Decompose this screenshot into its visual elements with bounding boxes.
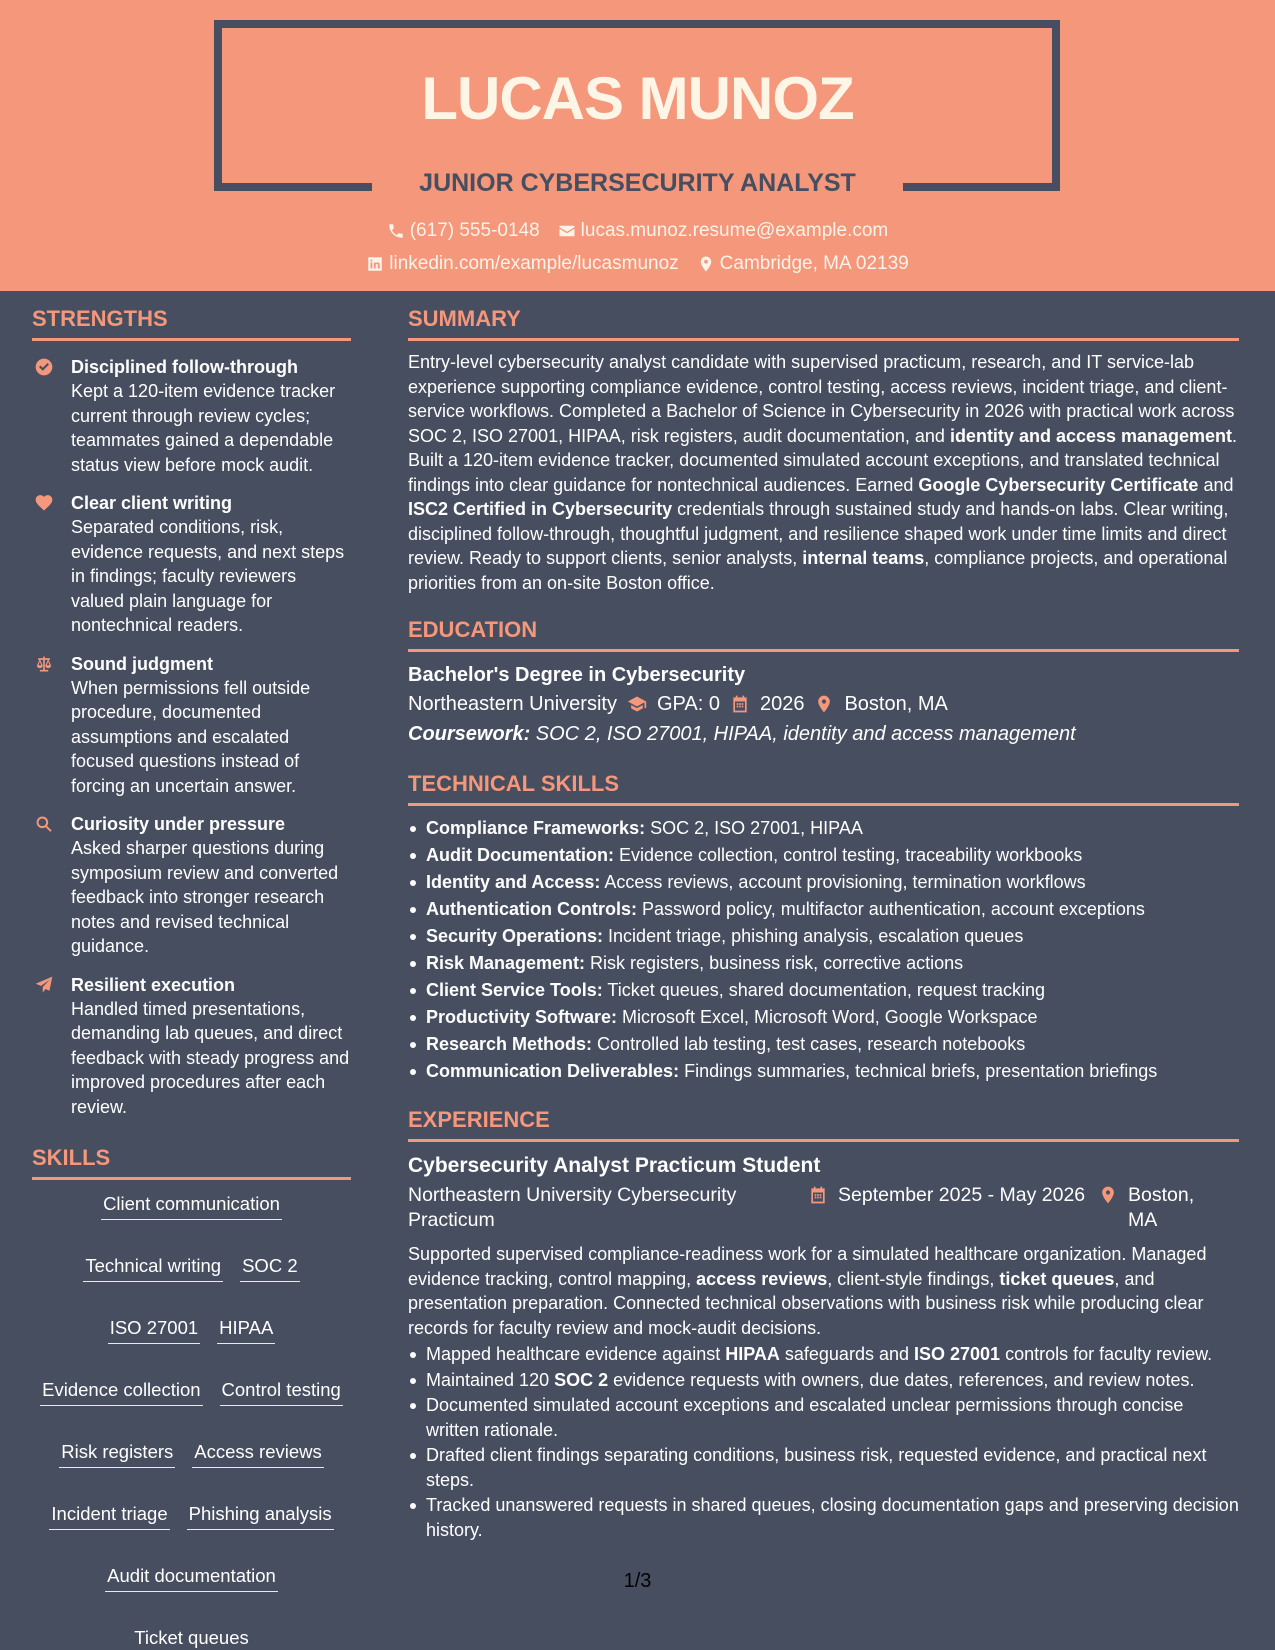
education-details	[408, 689, 1239, 719]
skill-tag: Evidence collection	[40, 1378, 202, 1406]
page-indicator: 1/3	[623, 1570, 652, 1592]
skill-tag: SOC 2	[240, 1254, 300, 1282]
technical-skills-list	[408, 815, 1239, 1085]
job-title-heading: JUNIOR CYBERSECURITY ANALYST	[419, 169, 856, 197]
position-location	[1098, 1183, 1228, 1233]
list-item: Documented simulated account exceptions and escalated unclear permissions through concise written rationale.	[408, 1393, 1239, 1442]
strengths-heading: STRENGTHS	[32, 304, 351, 341]
skill-tag: Incident triage	[49, 1502, 169, 1530]
strength-text: Handled timed presentations, demanding lab queues, and direct feedback with steady progress and improved procedures after each review.	[71, 998, 350, 1117]
experience-heading: EXPERIENCE	[408, 1105, 1239, 1142]
list-item: Identity and Access: Access reviews, account provisioning, termination workflows	[408, 869, 1239, 896]
right-column	[408, 304, 1239, 1543]
position-description: Supported supervised compliance-readiness work for a simulated healthcare organization. Managed evidence tracking, control mapping, access reviews, client-style findings, ticket queues, and presentation preparation. Connected technical observations with business risk while producing clear records for faculty review and mock-audit decisions.	[408, 1244, 1207, 1338]
location-text: Cambridge, MA 02139	[719, 253, 909, 274]
strength-text: When permissions fell outside procedure, documented assumptions and escalated focused questions instead of forcing an uncertain answer.	[71, 677, 311, 796]
year-item	[730, 689, 805, 719]
gpa-item	[627, 689, 720, 719]
gpa-text: GPA: 0	[656, 693, 720, 715]
paper-plane-icon	[34, 975, 54, 995]
coursework-line: Coursework: SOC 2, ISO 27001, HIPAA, identity and access management	[408, 723, 1076, 745]
phone-contact[interactable]	[387, 220, 540, 242]
list-item: Risk Management: Risk registers, business risk, corrective actions	[408, 950, 1239, 977]
list-item: Client Service Tools: Ticket queues, shared documentation, request tracking	[408, 977, 1239, 1004]
graduation-cap-icon	[627, 694, 647, 714]
school-location: Boston, MA	[844, 693, 948, 715]
list-item: Compliance Frameworks: SOC 2, ISO 27001, HIPAA	[408, 815, 1239, 842]
location-text: Boston, MA	[1128, 1184, 1195, 1231]
contact-row	[0, 220, 1275, 242]
header-frame	[214, 20, 1060, 28]
strength-item	[32, 491, 351, 638]
strength-item	[32, 652, 351, 799]
balance-scale-icon	[34, 654, 54, 674]
school-name: Northeastern University	[408, 693, 617, 715]
strength-title: Disciplined follow-through	[71, 357, 298, 377]
phone-text: (617) 555-0148	[409, 220, 540, 241]
check-circle-icon	[34, 357, 54, 377]
skills-heading: SKILLS	[32, 1143, 351, 1180]
list-item: Research Methods: Controlled lab testing, test cases, research notebooks	[408, 1031, 1239, 1058]
header-banner	[0, 0, 1275, 291]
list-item: Authentication Controls: Password policy, multifactor authentication, account exceptions	[408, 896, 1239, 923]
school-location-item	[814, 689, 947, 719]
email-contact[interactable]	[558, 220, 889, 242]
skill-tag: Ticket queues	[132, 1626, 251, 1650]
skill-tag: Technical writing	[83, 1254, 223, 1282]
list-item: Audit Documentation: Evidence collection, control testing, traceability workbooks	[408, 842, 1239, 869]
list-item: Maintained 120 SOC 2 evidence requests with owners, due dates, references, and review notes.	[408, 1368, 1239, 1393]
position-title: Cybersecurity Analyst Practicum Student	[408, 1154, 821, 1177]
map-pin-icon	[1098, 1185, 1118, 1205]
strengths-list	[32, 355, 351, 1119]
strength-title: Sound judgment	[71, 653, 213, 674]
skill-tag: Phishing analysis	[187, 1502, 334, 1530]
map-pin-icon	[697, 255, 715, 273]
candidate-name: LUCAS MUNOZ	[421, 65, 854, 132]
strength-title: Resilient execution	[71, 974, 236, 995]
skill-tag: Control testing	[220, 1378, 343, 1406]
list-item: Productivity Software: Microsoft Excel, Microsoft Word, Google Workspace	[408, 1004, 1239, 1031]
strength-text: Kept a 120-item evidence tracker current through review cycles; teammates gained a dependable status view before mock audit.	[71, 381, 336, 475]
phone-icon	[387, 222, 405, 240]
education-heading: EDUCATION	[408, 615, 1239, 652]
strength-title: Clear client writing	[71, 493, 233, 513]
skill-tag: Audit documentation	[105, 1564, 278, 1592]
skill-tag: Access reviews	[192, 1440, 323, 1468]
linkedin-text: linkedin.com/example/lucasmunoz	[389, 253, 679, 274]
contact-row	[0, 253, 1275, 275]
list-item: Drafted client findings separating conditions, business risk, requested evidence, and practical next steps.	[408, 1443, 1239, 1492]
heart-icon	[34, 493, 54, 513]
position-meta	[408, 1183, 1239, 1233]
envelope-icon	[558, 222, 576, 240]
summary-heading: SUMMARY	[408, 304, 1239, 341]
map-pin-icon	[814, 694, 834, 714]
list-item: Mapped healthcare evidence against HIPAA safeguards and ISO 27001 controls for faculty review.	[408, 1342, 1239, 1367]
list-item: Communication Deliverables: Findings summaries, technical briefs, presentation briefings	[408, 1058, 1239, 1085]
location-contact	[697, 253, 909, 275]
email-text: lucas.munoz.resume@example.com	[580, 220, 889, 241]
calendar-icon	[730, 694, 750, 714]
skill-tag: Risk registers	[59, 1440, 175, 1468]
summary-paragraph: Entry-level cybersecurity analyst candidate with supervised practicum, research, and IT service-lab experience supporting compliance evidence, control testing, access reviews, incident triage, and client-service workflows. Completed a Bachelor of Science in Cybersecurity in 2026 with practical work across SOC 2, ISO 27001, HIPAA, risk registers, audit documentation, and identity and access management. Built a 120-item evidence tracker, documented simulated account exceptions, and translated technical findings into clear guidance for nontechnical audiences. Earned Google Cybersecurity Certificate and ISC2 Certified in Cybersecurity credentials through sustained study and hands-on labs. Clear writing, disciplined follow-through, thoughtful judgment, and resilience shaped work under time limits and direct review. Ready to support clients, senior analysts, internal teams, compliance projects, and operational priorities from an on-site Boston office.	[408, 352, 1238, 593]
strength-item	[32, 812, 351, 959]
skill-tag: Client communication	[101, 1192, 282, 1220]
calendar-icon	[808, 1185, 828, 1205]
search-icon	[34, 814, 54, 834]
position-dates	[808, 1183, 1098, 1233]
graduation-year: 2026	[759, 693, 805, 715]
left-column	[32, 304, 351, 1650]
experience-bullets	[408, 1342, 1239, 1542]
strength-item	[32, 973, 351, 1120]
list-item: Security Operations: Incident triage, phishing analysis, escalation queues	[408, 923, 1239, 950]
linkedin-contact[interactable]	[366, 253, 678, 275]
strength-item	[32, 355, 351, 477]
degree-title: Bachelor's Degree in Cybersecurity	[408, 664, 746, 686]
linkedin-icon	[366, 255, 384, 273]
dates-text: September 2025 - May 2026	[838, 1184, 1086, 1206]
strength-text: Asked sharper questions during symposium review and converted feedback into stronger research notes and revised technical guidance.	[71, 838, 339, 956]
technical-skills-heading: TECHNICAL SKILLS	[408, 769, 1239, 806]
strength-text: Separated conditions, risk, evidence requests, and next steps in findings; faculty reviewers valued plain language for nontechnical readers.	[71, 517, 345, 635]
skill-tag: ISO 27001	[108, 1316, 200, 1344]
skill-tag: HIPAA	[217, 1316, 275, 1344]
employer-name: Northeastern University Cybersecurity Practicum	[408, 1184, 737, 1231]
strength-title: Curiosity under pressure	[71, 814, 286, 834]
list-item: Tracked unanswered requests in shared queues, closing documentation gaps and preserving decision history.	[408, 1493, 1239, 1542]
